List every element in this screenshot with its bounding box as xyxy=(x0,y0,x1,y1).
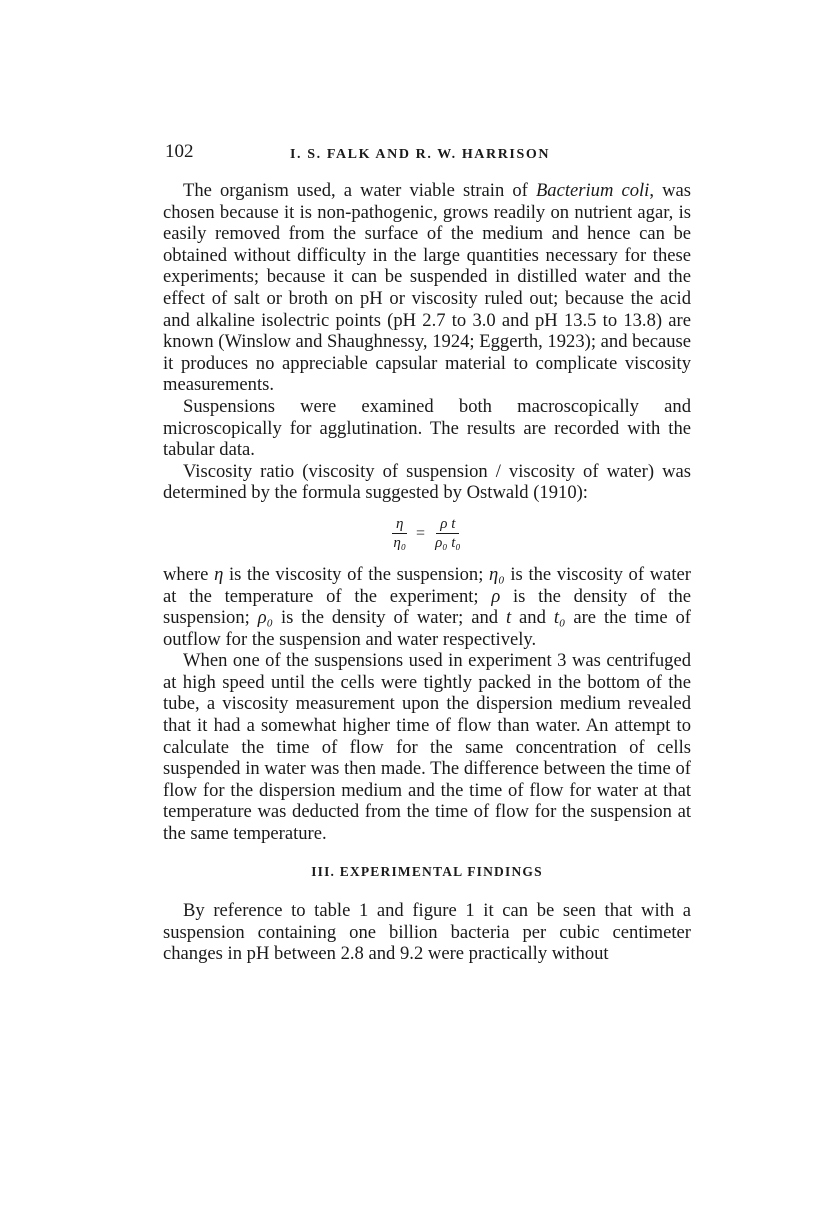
symbol-rho-zero: ρ₀ xyxy=(257,607,274,629)
paragraph-viscosity-ratio: Viscosity ratio (viscosity of suspension / viscosity of water) was determined by the formula suggested by Ostwald (1910): xyxy=(163,460,691,504)
definitions-text-3: is the viscosity of water at the temperature of the experiment; xyxy=(163,563,691,607)
ostwald-formula xyxy=(163,512,691,556)
formula-right-fraction xyxy=(431,515,465,552)
formula-equals: = xyxy=(416,525,426,543)
definitions-text-2: is the viscosity of the suspension; xyxy=(223,563,490,585)
symbol-rho: ρ xyxy=(491,585,501,607)
paragraph-variable-definitions xyxy=(163,564,691,650)
formula-right-numerator: ρ t xyxy=(436,515,459,534)
definitions-text-7: are the time of outflow for the suspension and water respectively. xyxy=(163,607,691,650)
paragraph-organism-text-2: , was chosen because it is non-pathogenic, grows readily on nutrient agar, is easily removed from the surface of the medium and hence can be obtained without difficulty in the large quantities necessary for these experiments; because it can be suspended in distilled water and the effect of salt or broth on pH or viscosity ruled out; because the acid and alkaline isolectric points (pH 2.7 to 3.0 and pH 13.5 to 13.8) are known (Winslow and Shaughnessy, 1924; Eggerth, 1923); and because it produces no appreciable capsular material to complicate viscosity measurements. xyxy=(163,180,692,396)
formula-left-numerator: η xyxy=(392,515,407,534)
paragraph-organism-text-1: The organism used, a water viable strain of xyxy=(183,180,536,201)
symbol-eta: η xyxy=(214,563,224,585)
running-head-authors: I. S. FALK AND R. W. HARRISON xyxy=(290,147,551,162)
paragraph-agglutination: Suspensions were examined both macroscopically and microscopically for agglutination. The results are recorded with the tabular data. xyxy=(163,395,691,461)
paragraph-organism xyxy=(163,180,691,396)
formula-left-denominator: η₀ xyxy=(393,535,407,552)
symbol-t-zero: t₀ xyxy=(553,607,566,629)
paragraph-findings: By reference to table 1 and figure 1 it can be seen that with a suspension containing one billion bacteria per cubic centimeter changes in pH between 2.8 and 9.2 were practically without xyxy=(163,900,691,965)
section-heading: III. EXPERIMENTAL FINDINGS xyxy=(311,863,543,879)
page-number: 102 xyxy=(165,141,194,162)
formula-right-denominator: ρ₀ t₀ xyxy=(435,535,461,552)
symbol-t: t xyxy=(505,607,512,629)
paragraph-centrifuge: When one of the suspensions used in experiment 3 was centrifuged at high speed until the cells were tightly packed in the bottom of the tube, a viscosity measurement upon the dispersion medium revealed that it had a somewhat higher time of flow than water. An attempt to calculate the time of flow for the same concentration of cells suspended in water was then made. The difference between the time of flow for the dispersion medium and the time of flow for water at that temperature was deducted from the time of flow for the suspension at the same temperature. xyxy=(163,650,691,845)
species-name: Bacterium coli xyxy=(535,180,650,201)
definitions-text-6: and xyxy=(511,607,554,629)
formula-left-fraction xyxy=(389,515,410,552)
definitions-text-4: is the density of the suspension; xyxy=(163,585,691,629)
definitions-text-1: where xyxy=(163,563,215,585)
symbol-eta-zero: η₀ xyxy=(489,563,505,585)
definitions-text-5: is the density of water; and xyxy=(273,607,506,629)
body-text xyxy=(163,180,691,965)
